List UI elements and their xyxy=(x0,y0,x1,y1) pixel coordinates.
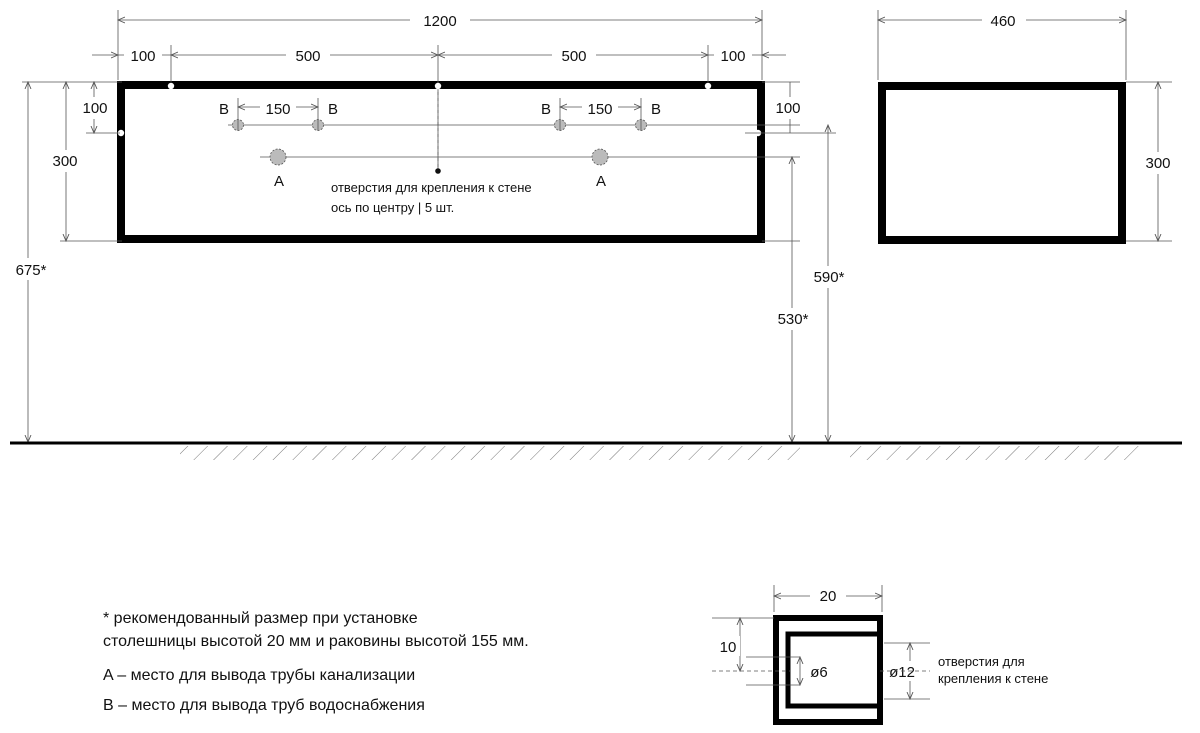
water-marker-b1: B xyxy=(218,101,230,118)
mount-hole-top-left xyxy=(168,83,174,89)
dimension-hole-small: ø6 xyxy=(810,664,828,681)
water-marker-b2: B xyxy=(327,101,339,118)
drain-marker-a1: A xyxy=(273,173,285,190)
note-recommended-line2: столешницы высотой 20 мм и раковины высотой 155 мм. xyxy=(103,633,529,650)
mount-holes-label-line2: ось по центру | 5 шт. xyxy=(331,200,455,215)
dimension-depth: 460 xyxy=(990,13,1016,30)
water-marker-b3: B xyxy=(540,101,552,118)
mount-hole-top-center xyxy=(435,83,441,89)
dimension-profile-offset: 10 xyxy=(719,639,737,656)
legend-b: B – место для вывода труб водоснабжения xyxy=(103,697,425,714)
dimension-hole-offset-right: 100 xyxy=(775,100,801,117)
dimension-height-side: 300 xyxy=(1145,155,1171,172)
dimension-hole-offset-left: 100 xyxy=(82,100,108,117)
dimension-edge-right: 100 xyxy=(720,48,746,65)
dimension-hole-large: ø12 xyxy=(889,664,915,681)
notes xyxy=(103,610,529,714)
note-recommended-line1: * рекомендованный размер при установке xyxy=(103,610,418,627)
front-view xyxy=(10,10,852,442)
floor xyxy=(10,443,1182,460)
side-cabinet-frame xyxy=(882,86,1122,240)
side-view xyxy=(878,10,1180,241)
mount-hole-top-right xyxy=(705,83,711,89)
dimension-height-front: 300 xyxy=(52,153,78,170)
drain-pipe-a1 xyxy=(270,149,286,165)
profile-note-line1: отверстия для xyxy=(938,654,1025,669)
water-marker-b4: B xyxy=(650,101,662,118)
dimension-edge-left: 100 xyxy=(130,48,156,65)
profile-detail xyxy=(712,585,1048,722)
drain-marker-a2: A xyxy=(595,173,607,190)
dimension-profile-width: 20 xyxy=(819,588,837,605)
dimension-floor-to-holes: 590* xyxy=(813,269,845,286)
dimension-pipe-spacing-right: 150 xyxy=(587,101,613,118)
drain-pipe-a2 xyxy=(592,149,608,165)
dimension-floor-to-bottom: 530* xyxy=(777,311,809,328)
floor-hatch-right xyxy=(850,446,1140,460)
dimension-floor-to-top: 675* xyxy=(15,262,47,279)
dimension-pipe-spacing-left: 150 xyxy=(265,101,291,118)
dimension-span-left: 500 xyxy=(295,48,321,65)
center-axis-dot xyxy=(435,168,441,174)
legend-a: A – место для вывода трубы канализации xyxy=(103,667,416,684)
mount-holes-label-line1: отверстия для крепления к стене xyxy=(331,180,532,195)
floor-hatch-left xyxy=(180,446,800,460)
dimension-span-right: 500 xyxy=(561,48,587,65)
profile-note-line2: крепления к стене xyxy=(938,671,1049,686)
front-cabinet-frame xyxy=(121,85,761,239)
dimension-overall-width: 1200 xyxy=(423,13,457,30)
